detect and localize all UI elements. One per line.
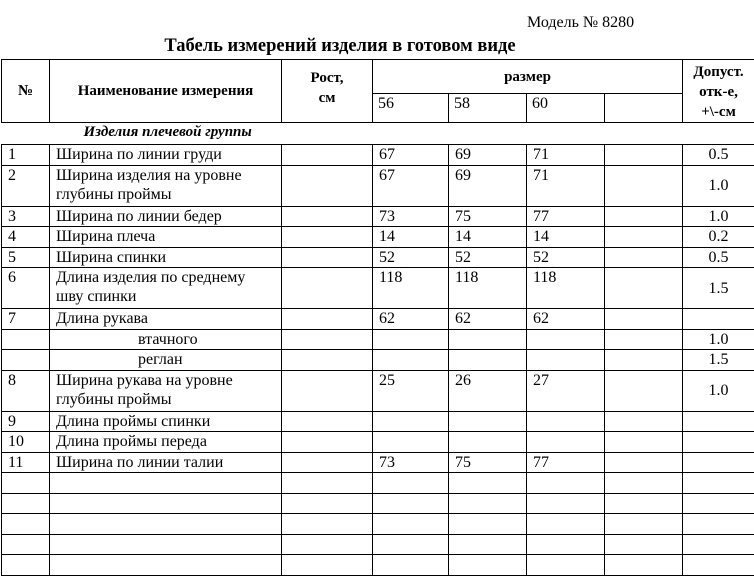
row-size-58 xyxy=(449,432,527,453)
row-size-58: 52 xyxy=(449,247,527,268)
empty-cell xyxy=(683,555,754,576)
table-row xyxy=(2,227,754,248)
row-size-60: 52 xyxy=(527,247,605,268)
header-tol-line2: отк-е, xyxy=(699,84,738,100)
row-size-56 xyxy=(373,329,449,350)
row-number: 6 xyxy=(2,268,50,309)
row-size-extra xyxy=(605,350,683,371)
empty-cell xyxy=(449,473,527,494)
row-tolerance: 1.0 xyxy=(683,370,754,411)
row-name xyxy=(50,452,282,473)
row-size-extra xyxy=(605,206,683,227)
table-row xyxy=(2,432,754,453)
row-size-56: 73 xyxy=(373,452,449,473)
row-name-line1: Ширина плеча xyxy=(56,228,156,245)
row-size-56: 73 xyxy=(373,206,449,227)
row-number: 9 xyxy=(2,411,50,432)
row-size-58: 118 xyxy=(449,268,527,309)
row-tolerance: 1.5 xyxy=(683,268,754,309)
empty-cell xyxy=(449,514,527,535)
empty-row xyxy=(2,534,754,555)
row-number: 5 xyxy=(2,247,50,268)
row-name-line1: Ширина по линии бедер xyxy=(56,207,222,225)
size-60: 60 xyxy=(527,94,605,123)
empty-cell xyxy=(373,473,449,494)
row-height-cell xyxy=(282,247,373,268)
measurements-table xyxy=(1,59,754,576)
table-row xyxy=(2,206,754,227)
row-size-58: 75 xyxy=(449,452,527,473)
row-name-line2: глубины проймы xyxy=(56,390,172,408)
row-name-line1: Ширина по линии груди xyxy=(56,146,222,163)
row-size-58 xyxy=(449,411,527,432)
empty-cell xyxy=(373,534,449,555)
row-name xyxy=(50,227,282,248)
row-size-56: 67 xyxy=(373,145,449,166)
empty-cell xyxy=(449,555,527,576)
row-size-60: 77 xyxy=(527,452,605,473)
empty-row xyxy=(2,473,754,494)
row-tolerance: 1.0 xyxy=(683,206,754,227)
row-size-58: 26 xyxy=(449,370,527,411)
row-size-58: 75 xyxy=(449,206,527,227)
row-number: 4 xyxy=(2,227,50,248)
empty-cell xyxy=(373,514,449,535)
row-size-58 xyxy=(449,350,527,371)
row-size-extra xyxy=(605,452,683,473)
table-row xyxy=(2,350,754,371)
row-tolerance xyxy=(683,432,754,453)
row-size-56: 118 xyxy=(373,268,449,309)
row-size-extra xyxy=(605,432,683,453)
row-size-extra xyxy=(605,329,683,350)
row-size-extra xyxy=(605,411,683,432)
empty-cell xyxy=(527,534,605,555)
row-size-60: 118 xyxy=(527,268,605,309)
empty-cell xyxy=(605,555,683,576)
row-name-line1: Длина проймы переда xyxy=(56,433,207,450)
row-tolerance: 1.5 xyxy=(683,350,754,371)
header-height xyxy=(282,60,373,123)
table-row xyxy=(2,309,754,330)
row-name-line2: глубины проймы xyxy=(56,185,172,203)
header-name: Наименование измерения xyxy=(50,60,282,123)
size-58: 58 xyxy=(449,94,527,123)
row-name-line1: Ширина по линии талии xyxy=(56,453,224,471)
empty-cell xyxy=(527,493,605,514)
row-name-line1: втачного xyxy=(138,330,198,348)
header-tol-line3: +\-см xyxy=(701,104,736,120)
row-name xyxy=(50,411,282,432)
row-size-58: 69 xyxy=(449,145,527,166)
row-tolerance xyxy=(683,411,754,432)
row-size-56: 14 xyxy=(373,227,449,248)
row-size-56: 52 xyxy=(373,247,449,268)
row-number: 10 xyxy=(2,432,50,453)
row-size-56: 25 xyxy=(373,370,449,411)
empty-cell xyxy=(449,534,527,555)
empty-cell xyxy=(282,493,373,514)
row-number: 7 xyxy=(2,309,50,330)
row-size-extra xyxy=(605,268,683,309)
row-size-60: 71 xyxy=(527,145,605,166)
empty-cell xyxy=(527,514,605,535)
empty-cell xyxy=(527,473,605,494)
row-tolerance: 1.0 xyxy=(683,165,754,206)
header-tol-line1: Допуст. xyxy=(693,64,744,80)
row-size-extra xyxy=(605,370,683,411)
row-size-58: 62 xyxy=(449,309,527,330)
row-height-cell xyxy=(282,206,373,227)
row-name xyxy=(50,268,282,309)
empty-cell xyxy=(2,514,50,535)
row-name xyxy=(50,370,282,411)
empty-cell xyxy=(373,493,449,514)
row-height-cell xyxy=(282,309,373,330)
table-row xyxy=(2,145,754,166)
row-number: 11 xyxy=(2,452,50,473)
empty-cell xyxy=(683,534,754,555)
row-size-60: 14 xyxy=(527,227,605,248)
empty-cell xyxy=(2,555,50,576)
empty-cell xyxy=(605,534,683,555)
row-name xyxy=(50,329,282,350)
empty-cell xyxy=(50,473,282,494)
row-number: 2 xyxy=(2,165,50,206)
row-size-56 xyxy=(373,411,449,432)
row-name-line1: Ширина рукава на уровне xyxy=(56,371,233,389)
empty-cell xyxy=(605,493,683,514)
row-name-line1: Длина проймы спинки xyxy=(56,412,211,430)
empty-cell xyxy=(683,493,754,514)
row-tolerance: 0.5 xyxy=(683,145,754,166)
row-name xyxy=(50,206,282,227)
row-number: 3 xyxy=(2,206,50,227)
row-height-cell xyxy=(282,432,373,453)
empty-cell xyxy=(2,473,50,494)
row-size-extra xyxy=(605,247,683,268)
empty-cell xyxy=(282,514,373,535)
table-row xyxy=(2,370,754,411)
table-row xyxy=(2,452,754,473)
row-size-60: 62 xyxy=(527,309,605,330)
row-size-extra xyxy=(605,165,683,206)
page-title: Табель измерений изделия в готовом виде xyxy=(164,36,516,56)
model-number: Модель № 8280 xyxy=(527,14,635,31)
row-tolerance: 0.5 xyxy=(683,247,754,268)
row-size-56: 67 xyxy=(373,165,449,206)
row-size-58 xyxy=(449,329,527,350)
row-number: 1 xyxy=(2,145,50,166)
empty-cell xyxy=(527,555,605,576)
empty-cell xyxy=(2,493,50,514)
row-name-line1: Ширина изделия на уровне xyxy=(56,166,242,184)
row-size-extra xyxy=(605,309,683,330)
row-name xyxy=(50,350,282,371)
row-name-line1: Ширина спинки xyxy=(56,248,167,266)
row-name xyxy=(50,309,282,330)
table-row xyxy=(2,165,754,206)
row-name-line1: реглан xyxy=(138,351,183,368)
row-height-cell xyxy=(282,370,373,411)
empty-cell xyxy=(50,534,282,555)
table-row xyxy=(2,411,754,432)
row-tolerance xyxy=(683,309,754,330)
row-name-line1: Длина рукава xyxy=(56,310,148,327)
row-height-cell xyxy=(282,452,373,473)
row-height-cell xyxy=(282,145,373,166)
row-size-60: 77 xyxy=(527,206,605,227)
row-size-extra xyxy=(605,227,683,248)
header-height-line1: Рост, xyxy=(310,70,344,86)
row-size-60: 27 xyxy=(527,370,605,411)
row-size-extra xyxy=(605,145,683,166)
row-height-cell xyxy=(282,329,373,350)
row-size-58: 14 xyxy=(449,227,527,248)
empty-cell xyxy=(373,555,449,576)
row-size-60: 71 xyxy=(527,165,605,206)
row-name-line1: Длина изделия по среднему xyxy=(56,269,246,286)
empty-row xyxy=(2,514,754,535)
size-empty xyxy=(605,94,683,123)
empty-cell xyxy=(683,473,754,494)
header-num: № xyxy=(2,60,50,123)
row-height-cell xyxy=(282,411,373,432)
row-name xyxy=(50,145,282,166)
table-row xyxy=(2,329,754,350)
empty-cell xyxy=(282,534,373,555)
row-size-56: 62 xyxy=(373,309,449,330)
row-height-cell xyxy=(282,350,373,371)
empty-cell xyxy=(683,514,754,535)
row-size-60 xyxy=(527,329,605,350)
empty-cell xyxy=(282,555,373,576)
row-height-cell xyxy=(282,268,373,309)
row-number xyxy=(2,329,50,350)
row-size-60 xyxy=(527,411,605,432)
row-name xyxy=(50,165,282,206)
empty-cell xyxy=(605,473,683,494)
row-size-56 xyxy=(373,350,449,371)
row-name-line2: шву спинки xyxy=(56,288,137,305)
table-row xyxy=(2,268,754,309)
row-size-56 xyxy=(373,432,449,453)
row-height-cell xyxy=(282,227,373,248)
row-size-60 xyxy=(527,432,605,453)
row-height-cell xyxy=(282,165,373,206)
row-size-60 xyxy=(527,350,605,371)
size-56: 56 xyxy=(373,94,449,123)
group-title: Изделия плечевой группы xyxy=(2,123,754,145)
header-size: размер xyxy=(373,60,683,94)
row-number xyxy=(2,350,50,371)
row-name xyxy=(50,247,282,268)
row-tolerance xyxy=(683,452,754,473)
empty-row xyxy=(2,555,754,576)
header-tolerance xyxy=(683,60,754,123)
row-size-58: 69 xyxy=(449,165,527,206)
header-height-line2: см xyxy=(318,90,336,106)
empty-cell xyxy=(605,514,683,535)
empty-cell xyxy=(449,493,527,514)
empty-row xyxy=(2,493,754,514)
empty-cell xyxy=(50,555,282,576)
empty-cell xyxy=(282,473,373,494)
empty-cell xyxy=(50,514,282,535)
row-name xyxy=(50,432,282,453)
empty-cell xyxy=(50,493,282,514)
empty-cell xyxy=(2,534,50,555)
row-tolerance: 0.2 xyxy=(683,227,754,248)
table-row xyxy=(2,247,754,268)
row-tolerance: 1.0 xyxy=(683,329,754,350)
row-number: 8 xyxy=(2,370,50,411)
